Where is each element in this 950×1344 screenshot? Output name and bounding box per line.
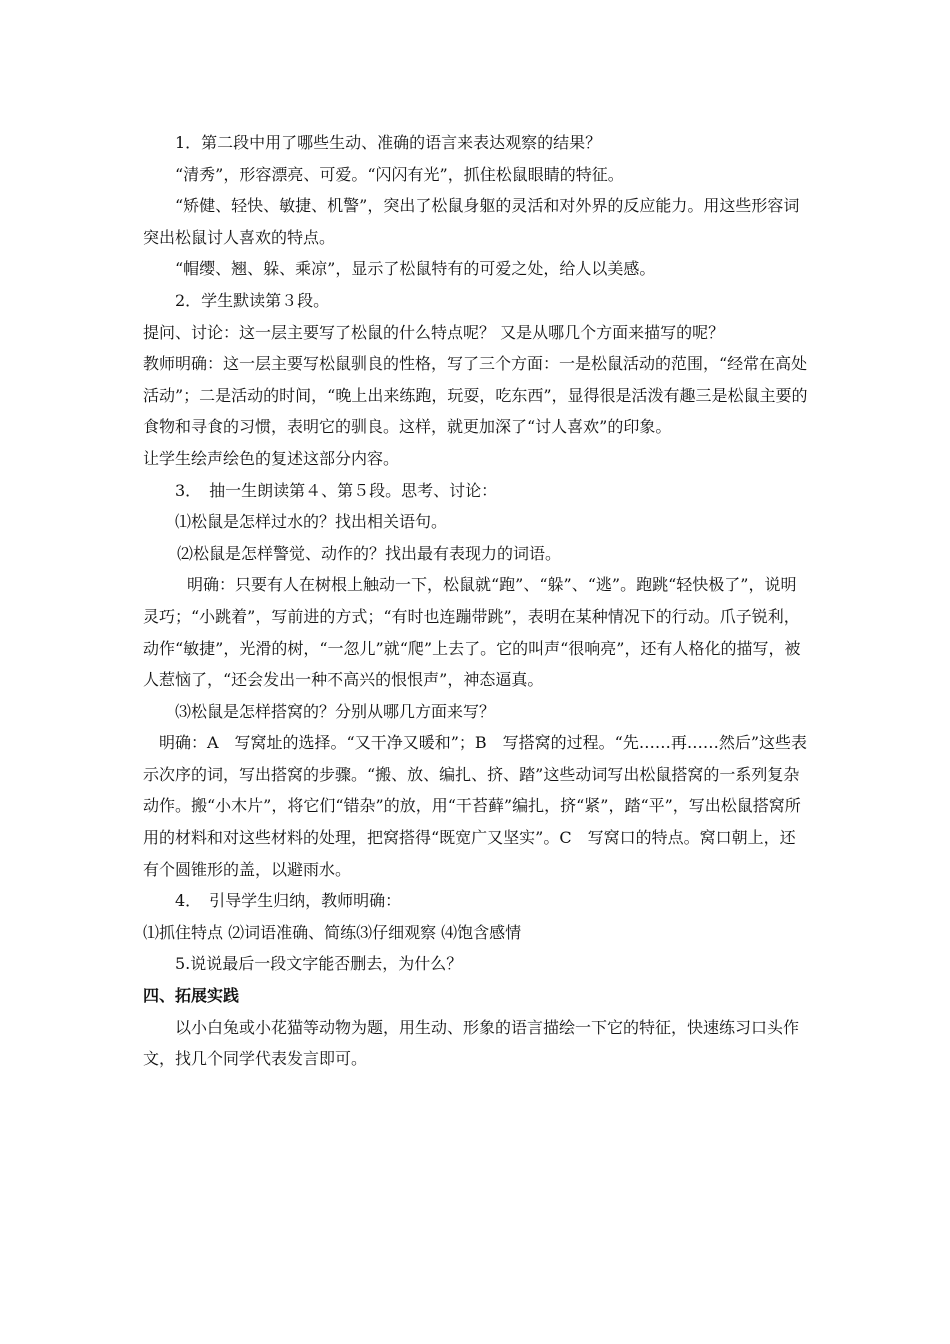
- summary-points: ⑴抓住特点 ⑵词语准确、简练⑶仔细观察 ⑷饱含感情: [143, 922, 522, 942]
- answer-paragraph: “清秀”，形容漂亮、可爱。“闪闪有光”，抓住松鼠眼睛的特征。: [175, 164, 624, 184]
- practice-paragraph: 以小白兔或小花猫等动物为题，用生动、形象的语言描绘一下它的特征，快速练习口头作文，找几个同学代表发言即可。: [143, 1017, 800, 1069]
- question-3: 3． 抽一生朗读第４、第５段。思考、讨论：: [175, 480, 498, 500]
- clarification-paragraph: 明确：A 写窝址的选择。“又干净又暖和”；B 写搭窝的过程。“先……再……然后”这些表示次序的词，写出搭窝的步骤。“搬、放、编扎、挤、踏”这些动词写出松鼠搭窝的一系列复杂动作。搬“小木片”，将它们“错杂”的放，用“干苔藓”编扎，挤“紧”，踏“平”，写出松鼠搭窝所用的材料和对这些材料的处理，把窝搭得“既宽广又坚实”。C 写窝口的特点。窝口朝上，还有个圆锥形的盖，以避雨水。: [143, 733, 808, 879]
- discussion-prompt: 提问、讨论：这一层主要写了松鼠的什么特点呢？ 又是从哪几个方面来描写的呢？: [143, 322, 725, 342]
- activity-line: 让学生绘声绘色的复述这部分内容。: [143, 448, 400, 468]
- sub-question: ⑶松鼠是怎样搭窝的？分别从哪几方面来写？: [175, 701, 496, 721]
- teacher-clarification: 教师明确：这一层主要写松鼠驯良的性格，写了三个方面：一是松鼠活动的范围，“经常在高处活动”；二是活动的时间，“晚上出来练跑，玩耍，吃东西”，显得很是活泼有趣三是松鼠主要的食物和寻食的习惯，表明它的驯良。这样，就更加深了“讨人喜欢”的印象。: [143, 354, 808, 437]
- question-2: 2．学生默读第３段。: [175, 290, 330, 310]
- sub-question: ⑵松鼠是怎样警觉、动作的？找出最有表现力的词语。: [177, 543, 562, 563]
- clarification-paragraph: 明确：只要有人在树根上触动一下，松鼠就“跑”、“躲”、“逃”。跑跳“轻快极了”，说明灵巧；“小跳着”，写前进的方式；“有时也连蹦带跳”，表明在某种情况下的行动。爪子锐利，动作“敏捷”，光滑的树，“一忽儿”就“爬”上去了。它的叫声“很响亮”，还有人格化的描写，被人惹恼了，“还会发出一种不高兴的恨恨声”，神态逼真。: [143, 575, 801, 690]
- answer-paragraph: “矫健、轻快、敏捷、机警”，突出了松鼠身躯的灵活和对外界的反应能力。用这些形容词突出松鼠讨人喜欢的特点。: [143, 196, 800, 247]
- question-5: 5.说说最后一段文字能否删去，为什么？: [175, 954, 463, 974]
- document-body: [143, 127, 811, 1075]
- question-1: 1．第二段中用了哪些生动、准确的语言来表达观察的结果？: [175, 133, 602, 152]
- question-4: 4． 引导学生归纳，教师明确：: [175, 891, 402, 911]
- answer-paragraph: “帽缨、翘、躲、乘凉”，显示了松鼠特有的可爱之处，给人以美感。: [175, 259, 656, 279]
- sub-question: ⑴松鼠是怎样过水的？找出相关语句。: [175, 512, 448, 532]
- section-heading: 四、拓展实践: [143, 986, 240, 1006]
